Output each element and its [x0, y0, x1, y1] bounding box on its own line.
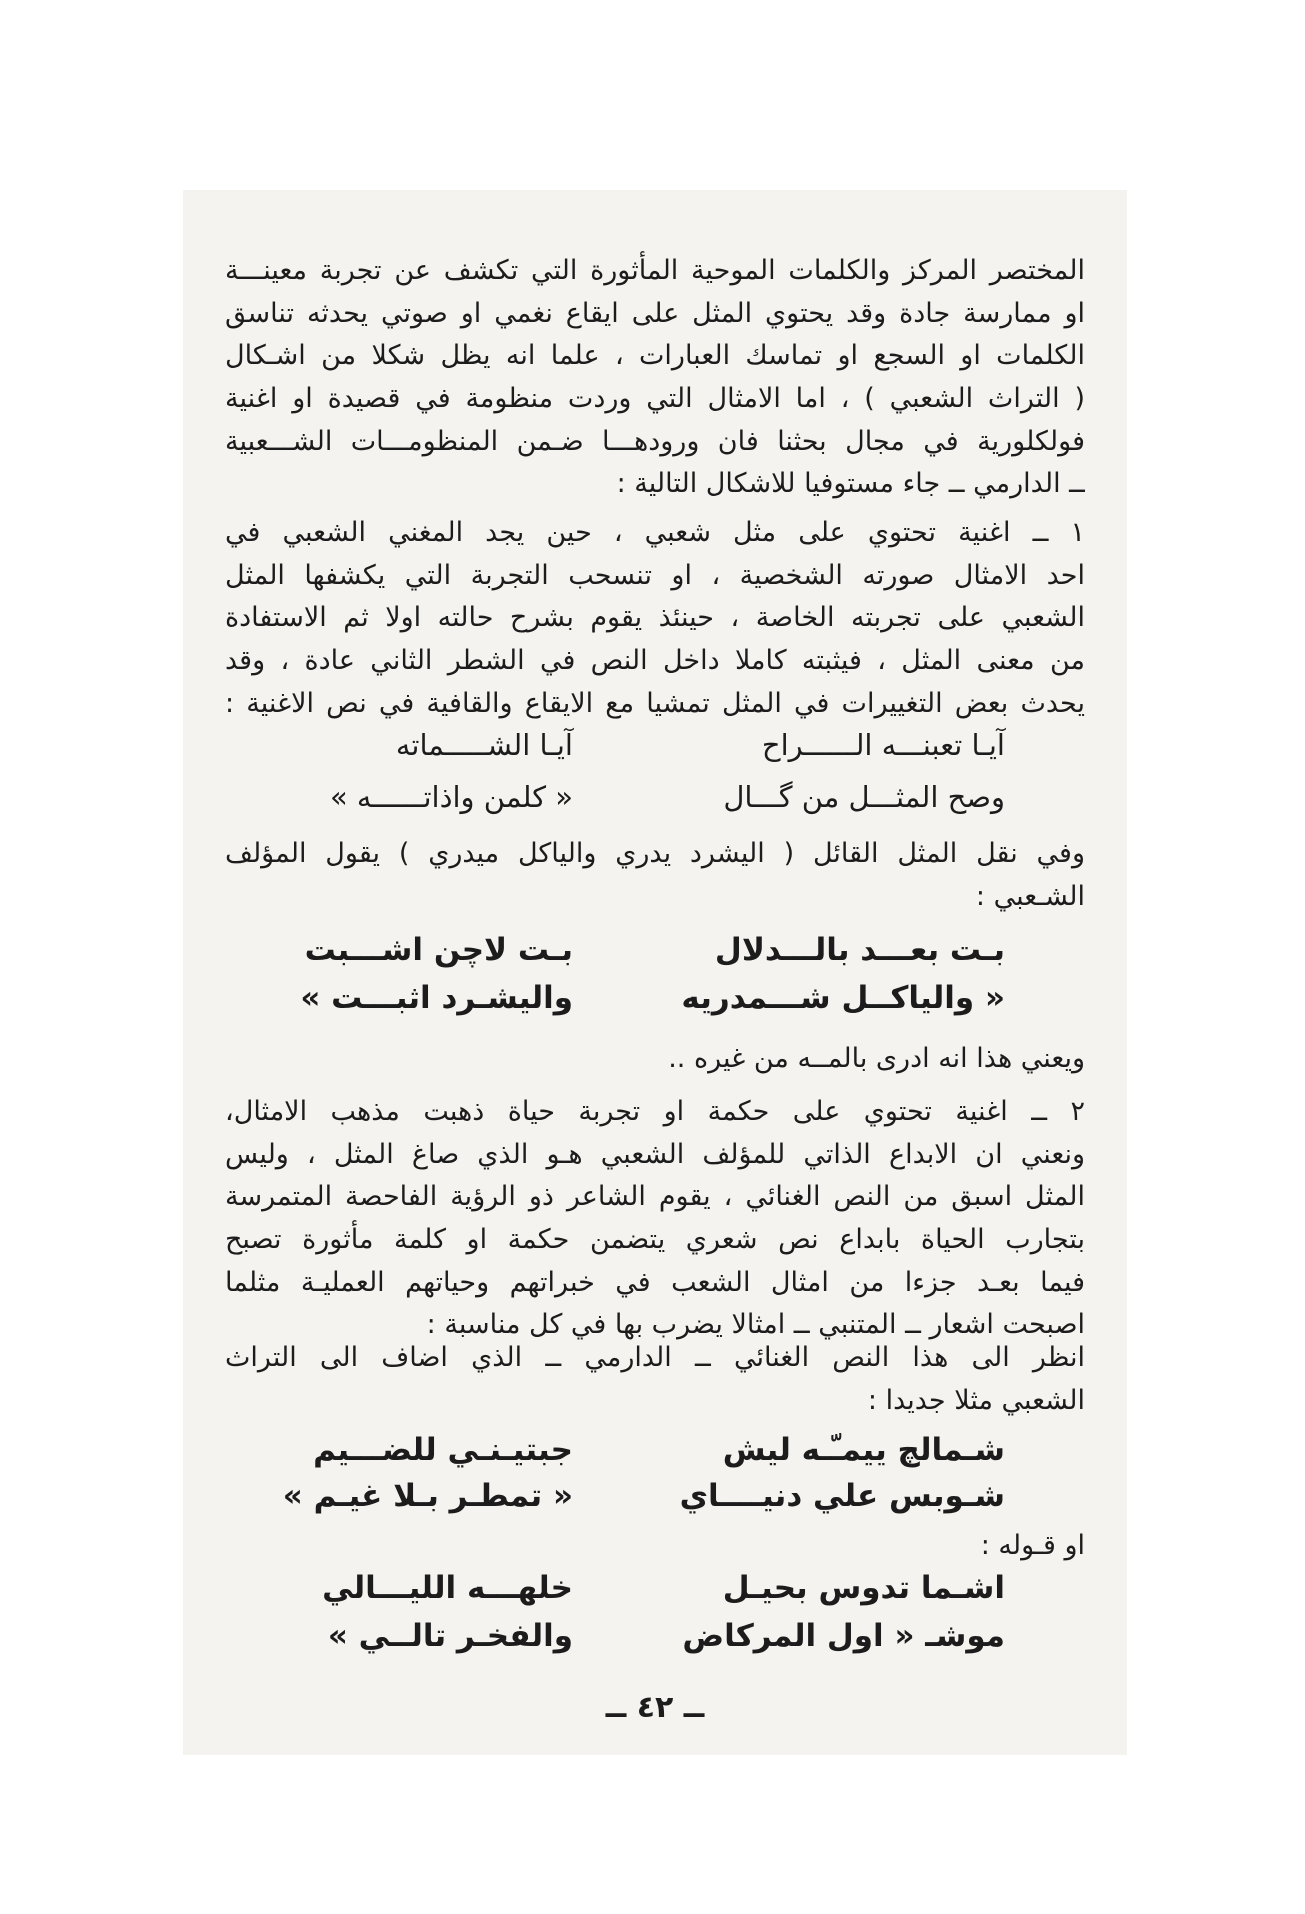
text-line: فيما بعـد جزءا من امثال الشعب في خبراتهم وحياتهم العمليـة مثلما [225, 1266, 1085, 1298]
intro-paragraph [225, 250, 1085, 464]
verse-first-hemistich: موشـ « اول المركاض [682, 1618, 1005, 1654]
verse-first-hemistich: آيـا تعبنـــه الــــــراح [761, 728, 1005, 762]
text-line: الشعبي على تجربته الخاصة ، حينئذ يقوم بشرح حالته اولا ثم الاستفادة [225, 602, 1085, 634]
verse-row [210, 932, 1005, 980]
verse-row [210, 1570, 1005, 1618]
verse-first-hemistich: « والياكــل شـــمدريه [681, 980, 1005, 1016]
verse-second-hemistich: بـت لاچن اشـــبت [304, 932, 573, 968]
text-line: المثل اسبق من النص الغنائي ، يقوم الشاعر ذو الرؤية الفاحصة المتمرسة [225, 1181, 1085, 1213]
verse-second-hemistich: جبتيـنـي للضـــيم [313, 1432, 573, 1468]
verse-second-hemistich: واليشـرد اثبـــت » [300, 980, 573, 1016]
quote-intro-paragraph [225, 833, 1085, 876]
verse-second-hemistich: « تمطـر بـلا غيـم » [282, 1478, 573, 1514]
point-1-paragraph [225, 512, 1085, 726]
text-line: بتجارب الحياة بابداع نص شعري يتضمن حكمة او كلمة مأثورة تصبح [225, 1224, 1085, 1256]
text-line: انظر الى هذا النص الغنائي ــ الدارمي ــ الذي اضاف الى التراث [225, 1342, 1085, 1373]
verse-row [210, 1618, 1005, 1666]
text-line: من معنى المثل ، فيثبته كاملا داخل النص في الشطر الثاني عادة ، وقد [225, 645, 1085, 677]
text-line: احد الامثال صورته الشخصية ، او تنسحب التجربة التي يكشفها المثل [225, 559, 1085, 591]
verse-second-hemistich: والفخـر تالــي » [327, 1618, 573, 1654]
look-paragraph-end [225, 1380, 1085, 1423]
meaning-paragraph [225, 1038, 1085, 1081]
text-line: الشـعبي : [975, 881, 1085, 912]
page-number: ــ ٤٢ ــ [605, 1690, 705, 1725]
verse-row [210, 780, 1005, 828]
verse-second-hemistich: آيـا الشـــــماته [395, 728, 573, 762]
verse-first-hemistich: شـمالچ ييمـّـه ليش [722, 1432, 1005, 1468]
text-line: ( التراث الشعبي ) ، اما الامثال التي وردت منظومة في قصيدة او اغنية [225, 383, 1085, 415]
text-line: ــ الدارمي ــ جاء مستوفيا للاشكال التالية : [616, 468, 1085, 499]
text-line: ٢ ــ اغنية تحتوي على حكمة او تجربة حياة ذهبت مذهب الامثال، [225, 1096, 1085, 1127]
verse-first-hemistich: بـت بعـــد بالـــدلال [714, 932, 1005, 968]
verse-second-hemistich: خلهـــه الليـــالي [322, 1570, 573, 1606]
verse-row [210, 1478, 1005, 1526]
or-saying-line [225, 1525, 1085, 1568]
text-line: الكلمات او السجع او تماسك العبارات ، علما انه يظل شكلا من اشـكال [225, 340, 1085, 372]
text-line: وفي نقل المثل القائل ( اليشرد يدري والياكل ميدري ) يقول المؤلف [225, 838, 1085, 869]
text-line: ونعني ان الابداع الذاتي للمؤلف الشعبي هـو الذي صاغ المثل ، وليس [225, 1138, 1085, 1170]
intro-paragraph-end [225, 463, 1085, 506]
text-line: او ممارسة جادة وقد يحتوي المثل على ايقاع نغمي او صوتي يحدثه تناسق [225, 297, 1085, 329]
text-line: ١ ــ اغنية تحتوي على مثل شعبي ، حين يجد المغني الشعبي في [225, 517, 1085, 548]
text-line: الشعبي مثلا جديدا : [867, 1385, 1085, 1416]
verse-first-hemistich: اشـما تدوس بحيـل [722, 1570, 1005, 1606]
text-line: فولكلورية في مجال بحثنا فان ورودهـــا ضـمن المنظومـــات الشـــعبية [225, 425, 1085, 457]
text-line: او قـوله : [980, 1530, 1085, 1561]
verse-row [210, 1432, 1005, 1480]
text-line: يحدث بعض التغييرات في المثل تمشيا مع الايقاع والقافية في نص الاغنية : [225, 687, 1085, 719]
verse-first-hemistich: وصح المثـــل من گـــال [723, 780, 1005, 814]
verse-first-hemistich: شـوبس علي دنيــــاي [679, 1478, 1005, 1514]
quote-intro-end [225, 876, 1085, 919]
verse-row [210, 980, 1005, 1028]
text-line: اصبحت اشعار ــ المتنبي ــ امثالا يضرب بها في كل مناسبة : [426, 1309, 1085, 1340]
point-2-paragraph [225, 1091, 1085, 1305]
verse-second-hemistich: « كلمن واذاتــــــه » [329, 780, 573, 814]
text-line: المختصر المركز والكلمات الموحية المأثورة التي تكشف عن تجربة معينـــة [225, 255, 1085, 286]
verse-row [210, 728, 1005, 776]
look-paragraph [225, 1337, 1085, 1380]
text-line: ويعني هذا انه ادرى بالمــه من غيره .. [668, 1043, 1085, 1074]
